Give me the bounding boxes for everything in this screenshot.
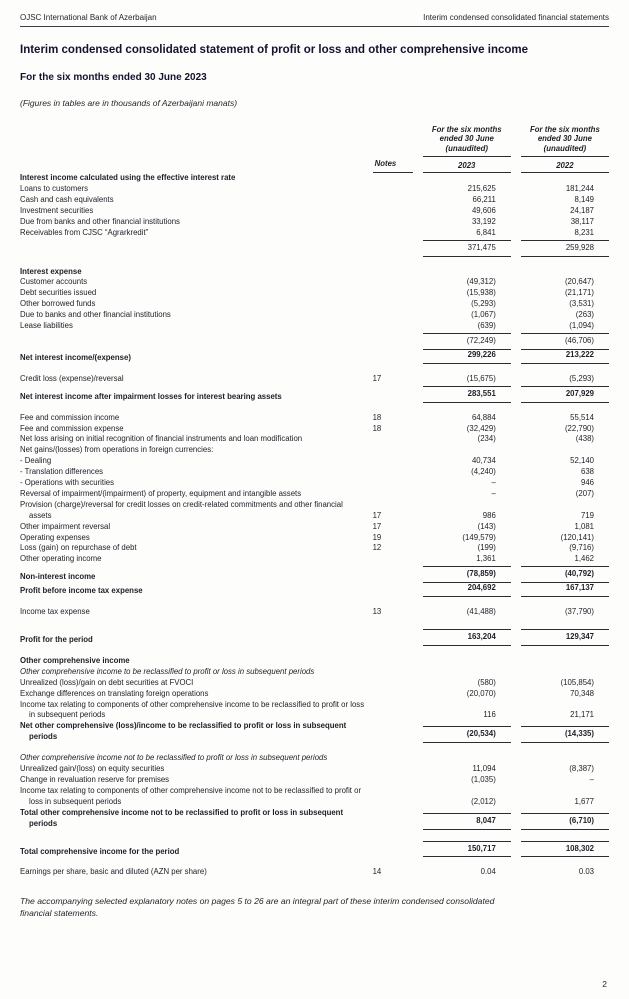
row-value-2023: – <box>491 488 496 498</box>
row-label: Other comprehensive income <box>20 655 130 665</box>
running-header <box>20 13 609 27</box>
row-note <box>373 554 413 565</box>
table-row <box>20 288 609 299</box>
row-note <box>373 310 413 321</box>
table-row <box>20 332 609 350</box>
row-label: Total comprehensive income for the period <box>20 846 180 856</box>
row-label: Non-interest income <box>20 572 96 582</box>
row-note <box>373 467 413 478</box>
spacer-row <box>20 743 609 753</box>
table-row <box>20 522 609 533</box>
table-row <box>20 678 609 689</box>
row-label: Interest income calculated using the effective interest rate <box>20 173 236 183</box>
row-label: - Dealing <box>20 456 52 466</box>
row-label: Interest expense <box>20 266 82 276</box>
row-value-2023: 1,361 <box>476 554 496 564</box>
table-row <box>20 321 609 332</box>
row-value-2023: 49,606 <box>471 205 496 215</box>
row-note: 18 <box>372 412 382 422</box>
row-note: 12 <box>372 543 382 553</box>
row-value-2023: 6,841 <box>476 227 496 237</box>
row-label: Reversal of impairment/(impairment) of property, equipment and intangible assets <box>20 488 302 498</box>
row-label: - Translation differences <box>20 467 104 477</box>
row-value-2023: 40,734 <box>471 456 496 466</box>
row-value-2022 <box>511 173 609 184</box>
table-row <box>20 533 609 544</box>
row-note: 17 <box>372 521 382 531</box>
table-row <box>20 543 609 554</box>
row-note <box>373 700 413 722</box>
row-label: Credit loss (expense)/reversal <box>20 373 124 383</box>
row-value-2022: (40,792) <box>511 565 609 583</box>
row-label: Net other comprehensive (loss)/income to be reclassified to profit or loss in subsequent periods <box>20 721 347 742</box>
row-label: Net interest income after impairment losses for interest bearing assets <box>20 391 282 401</box>
row-label: Profit for the period <box>20 635 93 645</box>
row-value-2023: 371,475 <box>413 239 511 257</box>
row-value-2022: – <box>589 774 594 784</box>
row-value-2023: (20,534) <box>413 721 511 743</box>
table-row <box>20 206 609 217</box>
row-label <box>20 239 373 257</box>
row-note <box>373 689 413 700</box>
row-value-2022: (1,094) <box>569 321 594 331</box>
row-label: Loans to customers <box>20 184 89 194</box>
spacer-row <box>20 618 609 628</box>
table-header <box>20 125 609 174</box>
row-value-2023: (15,675) <box>466 373 496 383</box>
row-value-2023: (32,429) <box>466 423 496 433</box>
row-label: Due from banks and other financial institutions <box>20 216 180 226</box>
row-note <box>373 478 413 489</box>
table-row <box>20 500 609 522</box>
spacer-row <box>20 403 609 413</box>
row-note: 18 <box>372 423 382 433</box>
row-note <box>373 206 413 217</box>
row-value-2023: (41,488) <box>466 607 496 617</box>
row-value-2022: 8,149 <box>574 195 594 205</box>
table-row <box>20 184 609 195</box>
row-value-2022: 21,171 <box>570 710 594 720</box>
row-label: Unrealized (loss)/gain on debt securities at FVOCI <box>20 677 194 687</box>
table-row <box>20 413 609 424</box>
row-note <box>373 228 413 239</box>
row-value-2023: (5,293) <box>471 299 496 309</box>
spacer-row <box>20 257 609 267</box>
table-row <box>20 195 609 206</box>
row-value-2022: 1,081 <box>574 521 594 531</box>
column-header-notes: Notes <box>373 157 413 173</box>
table-row <box>20 656 609 667</box>
row-value-2022: 259,928 <box>511 239 609 257</box>
table-row <box>20 310 609 321</box>
row-value-2022: 638 <box>580 467 594 477</box>
row-value-2023: 0.04 <box>480 867 496 877</box>
spacer-row <box>20 597 609 607</box>
row-note <box>373 277 413 288</box>
row-value-2023: 150,717 <box>413 840 511 858</box>
row-note <box>373 332 413 350</box>
column-header-year-2022: 2022 <box>521 159 609 173</box>
row-note <box>373 456 413 467</box>
table-row <box>20 721 609 743</box>
row-value-2023: (1,035) <box>471 774 496 784</box>
row-value-2022: (21,171) <box>564 288 594 298</box>
table-row <box>20 445 609 456</box>
table-row <box>20 565 609 583</box>
row-value-2022 <box>511 667 609 678</box>
row-label: Net interest income/(expense) <box>20 352 131 362</box>
row-value-2023: (143) <box>477 521 496 531</box>
row-value-2023: (72,249) <box>413 332 511 350</box>
row-value-2022: 1,462 <box>574 554 594 564</box>
row-value-2022: 0.03 <box>578 867 594 877</box>
row-label: Earnings per share, basic and diluted (AZN per share) <box>20 867 207 877</box>
table-row <box>20 583 609 597</box>
spacer-row <box>20 830 609 840</box>
row-value-2022: 213,222 <box>511 350 609 364</box>
row-value-2023: 986 <box>482 510 496 520</box>
table-row <box>20 753 609 764</box>
row-value-2022: (20,647) <box>564 277 594 287</box>
row-note <box>373 350 413 364</box>
row-value-2022: (105,854) <box>560 677 594 687</box>
row-label: Exchange differences on translating foreign operations <box>20 688 209 698</box>
row-note <box>373 753 413 764</box>
row-note <box>373 583 413 597</box>
row-value-2023: (199) <box>477 543 496 553</box>
row-label: Total other comprehensive income not to be reclassified to profit or loss in subsequent periods <box>20 807 344 828</box>
row-note <box>373 667 413 678</box>
row-value-2022: 70,348 <box>570 688 594 698</box>
table-row <box>20 489 609 500</box>
row-note <box>373 267 413 278</box>
row-note <box>373 217 413 228</box>
table-row <box>20 808 609 830</box>
year-header-row <box>20 157 609 173</box>
row-label: Loss (gain) on repurchase of debt <box>20 543 137 553</box>
table-row <box>20 217 609 228</box>
spacer-row <box>20 364 609 374</box>
row-note <box>373 775 413 786</box>
row-value-2023: 33,192 <box>471 216 496 226</box>
row-value-2022: (37,790) <box>564 607 594 617</box>
row-value-2023: (149,579) <box>462 532 496 542</box>
row-value-2023: 283,551 <box>413 385 511 403</box>
row-value-2023: 163,204 <box>413 628 511 646</box>
row-note: 19 <box>372 532 382 542</box>
row-value-2023: (1,067) <box>471 310 496 320</box>
row-value-2022: 719 <box>580 510 594 520</box>
row-note <box>373 786 413 808</box>
period-header-row <box>20 125 609 158</box>
row-value-2022: 24,187 <box>570 205 594 215</box>
column-header-period-2023: For the six months ended 30 June (unaudited) <box>423 125 511 158</box>
row-note <box>373 321 413 332</box>
table-row <box>20 424 609 435</box>
row-value-2023 <box>413 753 511 764</box>
row-label: Cash and cash equivalents <box>20 195 114 205</box>
row-value-2023: (20,070) <box>466 688 496 698</box>
row-note <box>373 195 413 206</box>
row-value-2022: (120,141) <box>560 532 594 542</box>
table-row <box>20 173 609 184</box>
row-note <box>373 628 413 646</box>
row-value-2023: (78,859) <box>413 565 511 583</box>
table-row <box>20 689 609 700</box>
row-value-2023: (15,938) <box>466 288 496 298</box>
running-header-right: Interim condensed consolidated financial statements <box>423 13 609 22</box>
row-label: Fee and commission income <box>20 412 120 422</box>
spacer-row <box>20 857 609 867</box>
row-label: Due to banks and other financial institutions <box>20 310 171 320</box>
row-note <box>373 489 413 500</box>
table-row <box>20 775 609 786</box>
row-value-2023: 215,625 <box>467 184 496 194</box>
row-note: 17 <box>372 373 382 383</box>
table-row <box>20 700 609 722</box>
row-value-2022: (5,293) <box>569 373 594 383</box>
row-label: Other comprehensive income not to be reclassified to profit or loss in subsequent periods <box>20 753 328 763</box>
row-value-2023: (639) <box>477 321 496 331</box>
row-value-2022: 946 <box>580 478 594 488</box>
row-label: Net loss arising on initial recognition of financial instruments and loan modification <box>20 434 303 444</box>
table-row <box>20 456 609 467</box>
footer-note: The accompanying selected explanatory notes on pages 5 to 26 are an integral part of these interim condensed consolidated financial statements. <box>20 896 495 919</box>
table-row <box>20 867 609 878</box>
row-value-2023: (234) <box>477 434 496 444</box>
table-row <box>20 385 609 403</box>
row-label: Fee and commission expense <box>20 423 124 433</box>
table-row <box>20 467 609 478</box>
row-value-2022: 167,137 <box>511 583 609 597</box>
table-row <box>20 667 609 678</box>
row-value-2023: 116 <box>483 710 496 720</box>
row-value-2022: 129,347 <box>511 628 609 646</box>
row-value-2023: 8,047 <box>413 808 511 830</box>
row-label: Other comprehensive income to be reclassified to profit or loss in subsequent periods <box>20 666 315 676</box>
row-label: Customer accounts <box>20 277 88 287</box>
row-value-2023: 204,692 <box>413 583 511 597</box>
row-note <box>373 721 413 743</box>
row-note: 14 <box>372 867 382 877</box>
table-row <box>20 478 609 489</box>
row-value-2022: 55,514 <box>570 412 594 422</box>
row-label: Receivables from CJSC “Agrarkredit” <box>20 227 149 237</box>
row-note <box>373 173 413 184</box>
row-value-2022: 207,929 <box>511 385 609 403</box>
row-label: Change in revaluation reserve for premises <box>20 774 170 784</box>
row-note: 17 <box>372 510 382 520</box>
table-body <box>20 173 609 878</box>
row-value-2023: (2,012) <box>471 796 496 806</box>
row-note: 13 <box>372 607 382 617</box>
row-value-2023 <box>413 173 511 184</box>
row-label: Operating expenses <box>20 532 90 542</box>
row-value-2022: (22,790) <box>564 423 594 433</box>
row-value-2022 <box>511 267 609 278</box>
spacer-row <box>20 646 609 656</box>
row-note <box>373 239 413 257</box>
row-value-2023: (580) <box>477 677 496 687</box>
table-row <box>20 228 609 239</box>
row-value-2022: 52,140 <box>570 456 594 466</box>
row-value-2023: (4,240) <box>471 467 496 477</box>
row-value-2022: (3,531) <box>569 299 594 309</box>
row-label: Profit before income tax expense <box>20 586 143 596</box>
page-number: 2 <box>602 979 607 989</box>
row-note <box>373 565 413 583</box>
row-label <box>20 332 373 350</box>
table-row <box>20 607 609 618</box>
row-label: Debt securities issued <box>20 288 97 298</box>
row-note <box>373 764 413 775</box>
row-value-2022 <box>511 656 609 667</box>
row-value-2022 <box>511 753 609 764</box>
row-label: Income tax relating to components of other comprehensive income to be reclassified to profit or loss in subsequent periods <box>20 699 365 720</box>
row-note <box>373 808 413 830</box>
row-value-2022: (46,706) <box>511 332 609 350</box>
row-value-2023 <box>413 667 511 678</box>
row-value-2022: (9,716) <box>569 543 594 553</box>
row-note <box>373 184 413 195</box>
row-label: Lease liabilities <box>20 321 73 331</box>
row-value-2023: 66,211 <box>472 195 496 205</box>
table-row <box>20 267 609 278</box>
row-value-2022: 38,117 <box>570 216 594 226</box>
table-row <box>20 786 609 808</box>
row-note <box>373 656 413 667</box>
row-value-2022 <box>511 445 609 456</box>
column-header-period-2022: For the six months ended 30 June (unaudited) <box>521 125 609 158</box>
row-value-2022: (8,387) <box>569 764 594 774</box>
row-label: Net gains/(losses) from operations in foreign currencies: <box>20 445 214 455</box>
column-header-year-2023: 2023 <box>423 159 511 173</box>
table-row <box>20 840 609 858</box>
row-value-2022: (207) <box>575 488 594 498</box>
row-value-2023 <box>413 656 511 667</box>
row-note <box>373 288 413 299</box>
row-value-2022: (263) <box>575 310 594 320</box>
row-value-2022: (14,335) <box>511 721 609 743</box>
table-row <box>20 554 609 565</box>
row-value-2023: – <box>491 478 496 488</box>
row-value-2022: (438) <box>575 434 594 444</box>
table-row <box>20 374 609 385</box>
row-label: Other impairment reversal <box>20 521 111 531</box>
page-subtitle: For the six months ended 30 June 2023 <box>20 71 207 83</box>
row-value-2022: 108,302 <box>511 840 609 858</box>
row-value-2023: (49,312) <box>466 277 496 287</box>
table-row <box>20 239 609 257</box>
row-value-2022: 181,244 <box>565 184 594 194</box>
running-header-left: OJSC International Bank of Azerbaijan <box>20 13 157 22</box>
row-note <box>373 678 413 689</box>
row-value-2023: 64,884 <box>471 412 496 422</box>
row-label: - Operations with securities <box>20 478 115 488</box>
row-value-2023 <box>413 445 511 456</box>
row-value-2022: 8,231 <box>574 227 594 237</box>
row-label: Provision (charge)/reversal for credit losses on credit-related commitments and other financial assets <box>20 499 343 520</box>
row-label: Unrealized gain/(loss) on equity securities <box>20 764 165 774</box>
table-row <box>20 350 609 364</box>
page-title: Interim condensed consolidated statement of profit or loss and other comprehensive income <box>20 44 529 56</box>
table-row <box>20 434 609 445</box>
row-note <box>373 434 413 445</box>
figures-note: (Figures in tables are in thousands of Azerbaijani manats) <box>20 97 238 108</box>
row-label: Investment securities <box>20 205 94 215</box>
row-value-2023: 299,226 <box>413 350 511 364</box>
row-label: Other borrowed funds <box>20 299 96 309</box>
row-value-2022: (6,710) <box>511 808 609 830</box>
row-note <box>373 445 413 456</box>
row-label: Other operating income <box>20 554 102 564</box>
financial-statement-table <box>20 125 609 879</box>
row-value-2022: 1,677 <box>574 796 594 806</box>
row-label: Income tax expense <box>20 607 90 617</box>
table-row <box>20 299 609 310</box>
table-row <box>20 628 609 646</box>
row-note <box>373 299 413 310</box>
row-label: Income tax relating to components of other comprehensive income not to be reclassified to profit or loss in subsequent periods <box>20 785 362 806</box>
row-note <box>373 840 413 858</box>
row-value-2023: 11,094 <box>472 764 496 774</box>
table-row <box>20 277 609 288</box>
row-value-2023 <box>413 267 511 278</box>
row-note <box>373 385 413 403</box>
table-row <box>20 764 609 775</box>
